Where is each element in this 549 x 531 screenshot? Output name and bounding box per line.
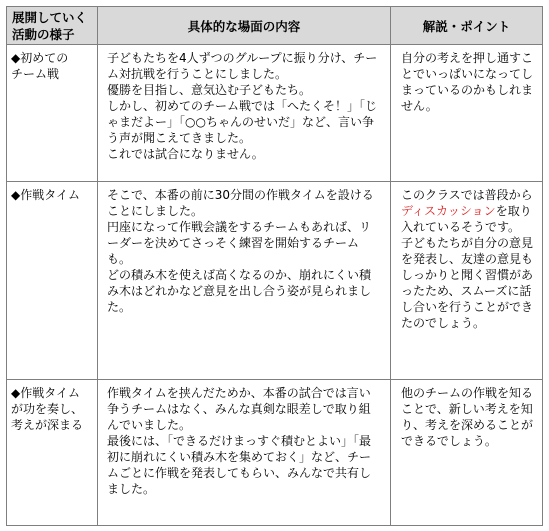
stage-line: ◆作戦タイム xyxy=(11,386,80,400)
scene-paragraph: 優勝を目指し、意気込む子どもたち。 xyxy=(107,83,312,97)
note-text: 自分の考えを押し通すことでいっぱいになってしまっているのかもしれません。 xyxy=(401,51,534,113)
header-stage-line1: 展開していく xyxy=(12,9,88,25)
note-text-after: を取り入れているそうです。 xyxy=(401,204,532,234)
stage-cell xyxy=(7,380,98,526)
table-row xyxy=(7,45,543,182)
scene-paragraph: 子どもたちを4人ずつのグループに振り分け、チーム対抗戦を行うことにしました。 xyxy=(107,51,378,81)
table-header-row xyxy=(7,7,543,45)
activity-table xyxy=(6,6,543,526)
note-cell xyxy=(391,182,543,380)
note-text: 他のチームの作戦を知ることで、新しい考えを知り、考えを深めることができるでしょう。 xyxy=(401,386,534,448)
scene-cell xyxy=(98,380,391,526)
note-text xyxy=(401,187,536,235)
stage-cell xyxy=(7,45,98,182)
stage-line: ◆作戦タイム xyxy=(11,188,80,202)
scene-cell xyxy=(98,45,391,182)
stage-line: ◆初めての xyxy=(11,51,69,65)
header-note: 解説・ポイント xyxy=(391,7,543,45)
scene-paragraph: 最後には、「できるだけまっすぐ積むとよい」「最初に崩れにくい積み木を集めておく」など、チームごとに作戦を発表してもらい、みんなで共有しました。 xyxy=(107,434,372,496)
note-cell xyxy=(391,380,543,526)
scene-paragraph: しかし、初めてのチーム戦では「へたくそ！」「じゃまだよー」「○○ちゃんのせいだ」など、言い争う声が聞こえてきました。 xyxy=(107,99,378,145)
header-scene: 具体的な場面の内容 xyxy=(98,7,391,45)
header-stage xyxy=(7,7,98,45)
stage-line: 考えが深まる xyxy=(11,418,84,432)
note-text: 子どもたちが自分の意見を発表し、友達の意見もしっかりと聞く習慣があったため、スムーズに話し合いを行うことができたのでしょう。 xyxy=(401,236,534,330)
stage-line: が功を奏し、 xyxy=(11,402,84,416)
scene-paragraph: これでは試合になりません。 xyxy=(107,147,264,161)
scene-cell xyxy=(98,182,391,380)
note-text-before: このクラスでは普段から xyxy=(401,188,533,202)
scene-paragraph: 円座になって作戦会議をするチームもあれば、リーダーを決めてさっそく練習を開始するチームも。 xyxy=(107,220,372,266)
header-stage-line2: 活動の様子 xyxy=(12,26,75,42)
table-row xyxy=(7,380,543,526)
scene-paragraph: 作戦タイムを挟んだためか、本番の試合では言い争うチームはなく、みんな真剣な眼差しで取り組んでいました。 xyxy=(107,386,371,432)
scene-paragraph: そこで、本番の前に30分間の作戦タイムを設けることにしました。 xyxy=(107,188,374,218)
table-row xyxy=(7,182,543,380)
scene-paragraph: どの積み木を使えば高くなるのか、崩れにくい積み木はどれかなど意見を出し合う姿が見られました。 xyxy=(107,268,372,314)
discussion-link[interactable]: ディスカッション xyxy=(401,204,496,218)
note-cell xyxy=(391,45,543,182)
stage-cell xyxy=(7,182,98,380)
stage-line: チーム戦 xyxy=(11,67,60,81)
